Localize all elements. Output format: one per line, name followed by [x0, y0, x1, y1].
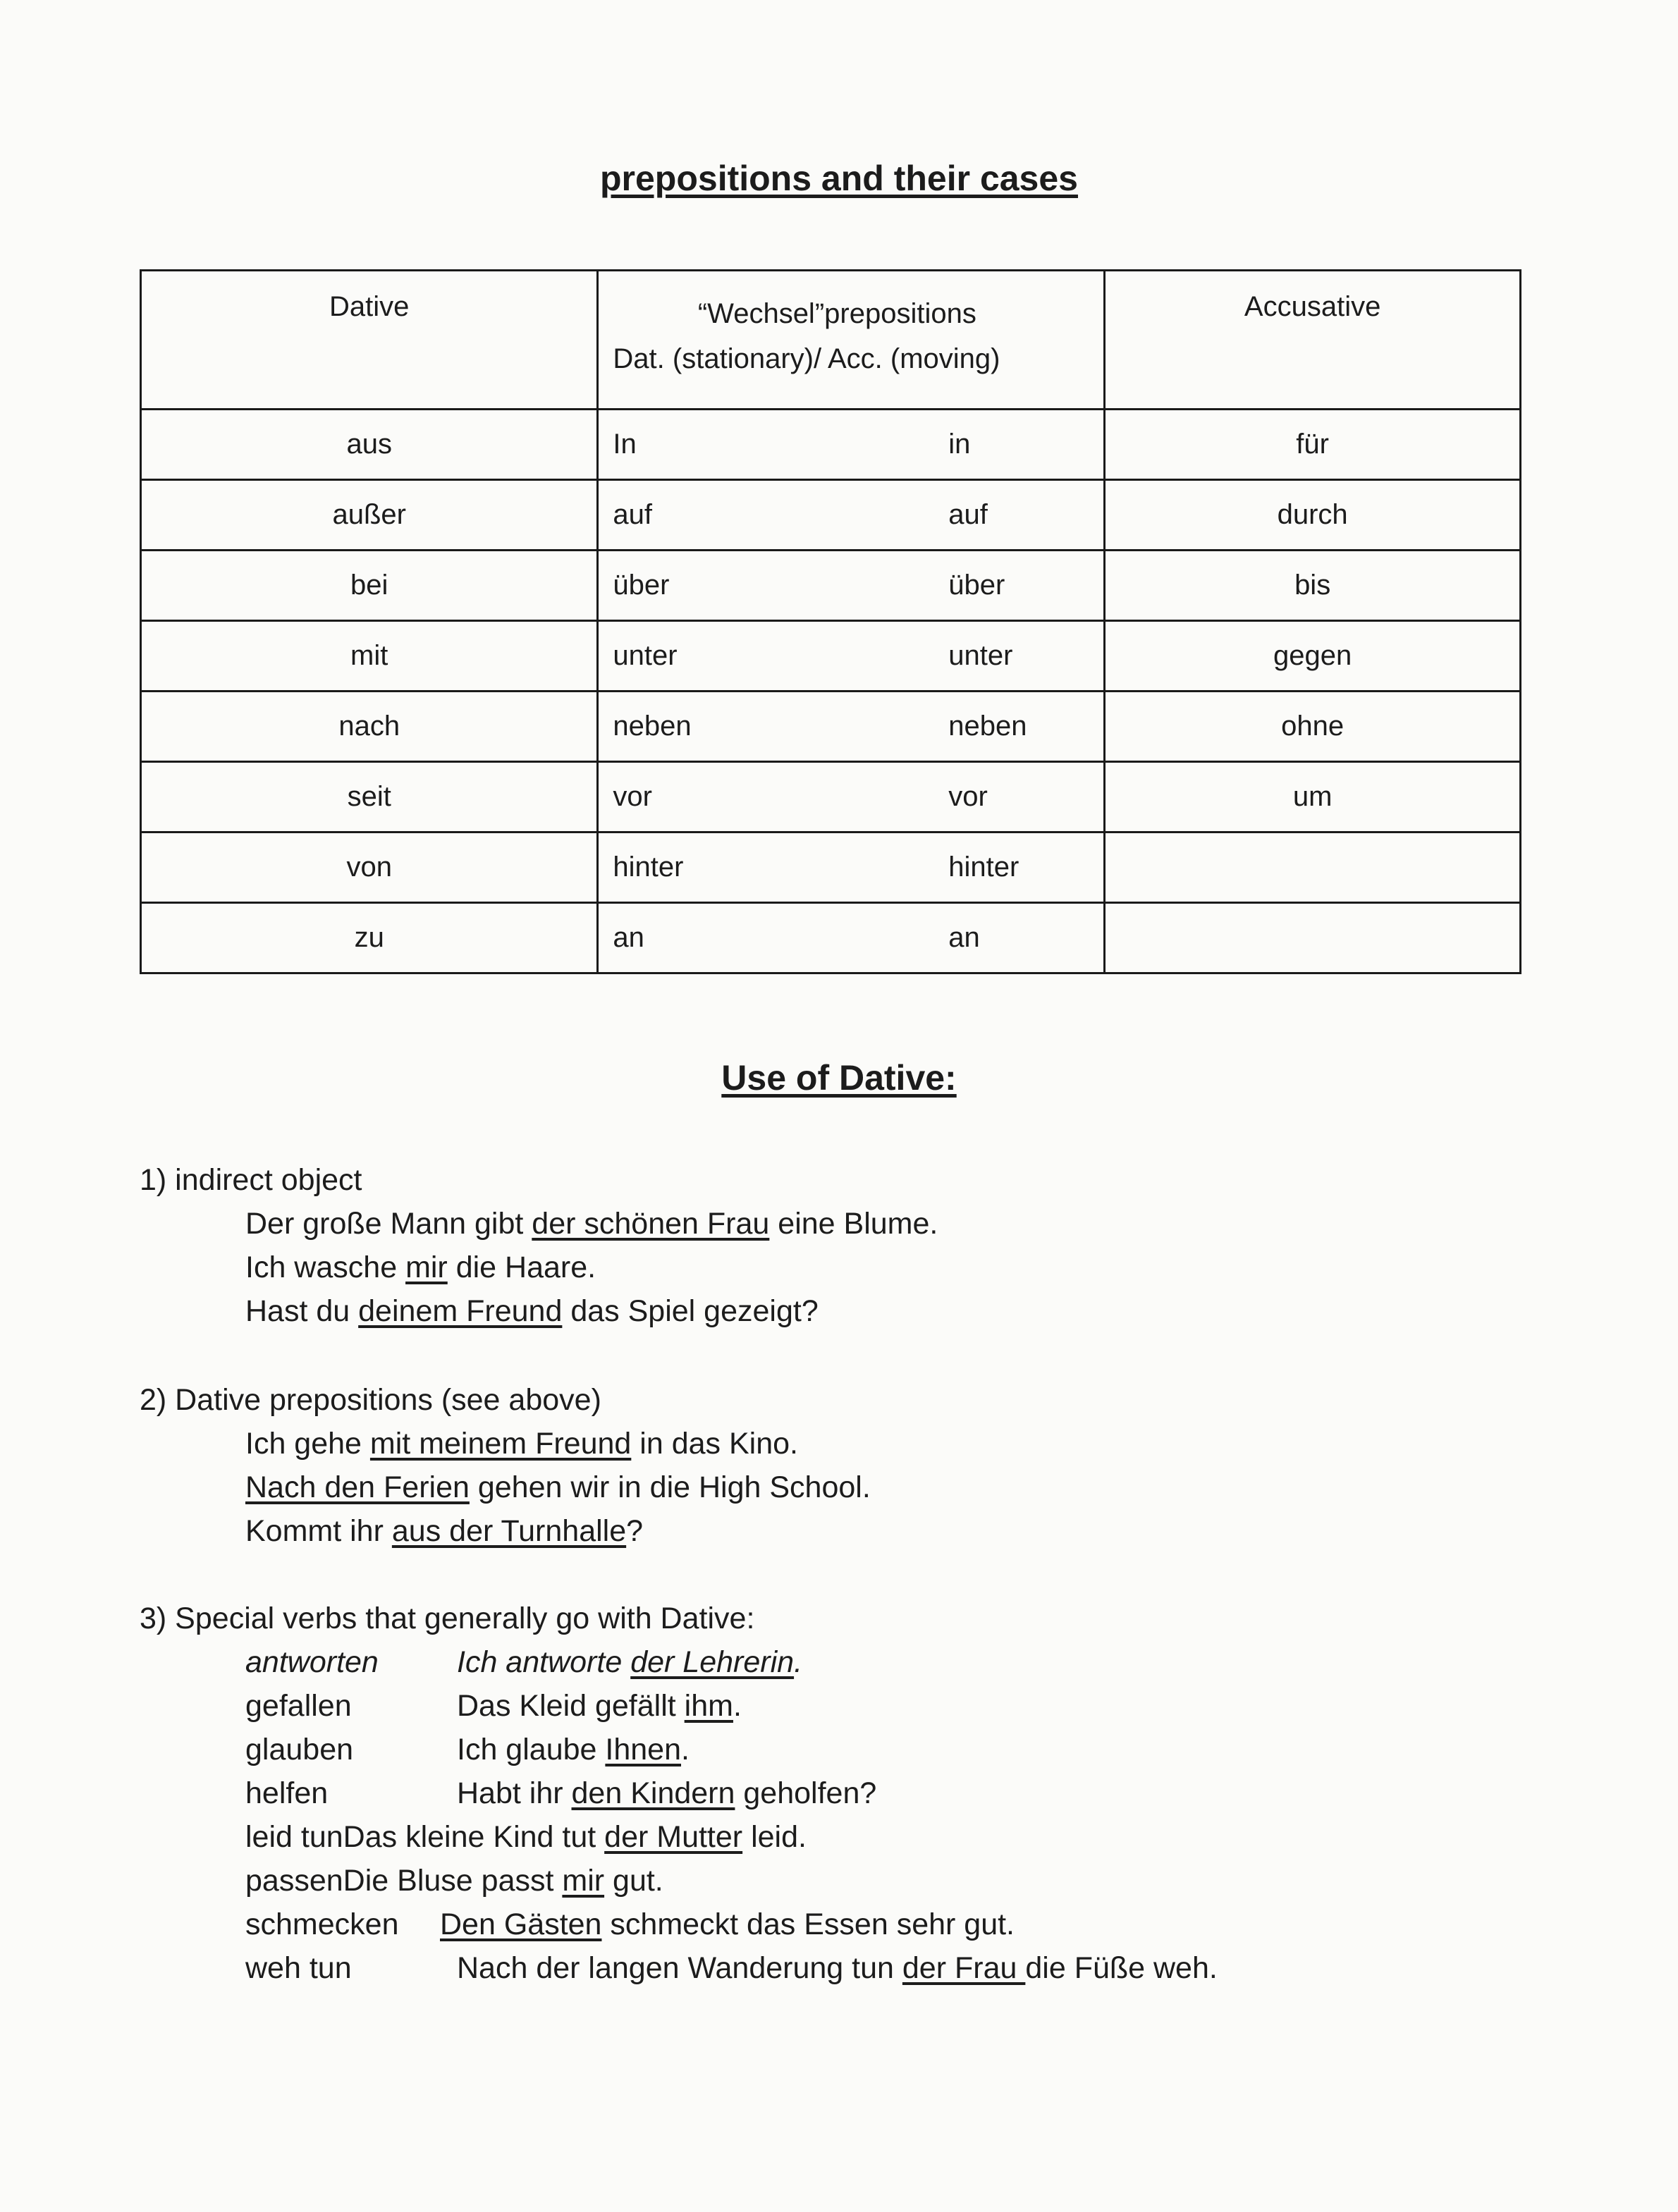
- page-title: prepositions and their cases: [600, 159, 1078, 198]
- verb-label: weh tun: [245, 1951, 352, 1985]
- verb-example: [457, 1733, 690, 1767]
- cell-accusative: um: [1105, 762, 1521, 832]
- sentence-text: das Spiel gezeigt?: [562, 1294, 819, 1328]
- table-row: [141, 410, 1521, 480]
- example-sentence: [245, 1207, 938, 1241]
- header-wechsel: [598, 271, 1105, 410]
- verb-example: [457, 1645, 802, 1680]
- sentence-text: in das Kino.: [631, 1427, 798, 1461]
- table-header-row: [141, 271, 1521, 410]
- header-wechsel-line1: “Wechsel”prepositions: [697, 298, 976, 329]
- sentence-text: gut.: [604, 1864, 663, 1898]
- prepositions-table: [140, 269, 1521, 974]
- dative-underline: der Lehrerin: [630, 1645, 795, 1679]
- cell-wechsel-dat: auf: [613, 499, 653, 530]
- verb-example: [457, 1689, 742, 1723]
- cell-dative: aus: [141, 410, 598, 480]
- header-accusative: Accusative: [1105, 271, 1521, 410]
- dative-underline: mit meinem Freund: [369, 1427, 632, 1461]
- cell-wechsel: [598, 762, 1105, 832]
- example-sentence: [245, 1427, 798, 1461]
- cell-accusative: ohne: [1105, 692, 1521, 762]
- cell-wechsel-dat: neben: [613, 711, 692, 742]
- example-sentence: [245, 1514, 643, 1549]
- cell-accusative: für: [1105, 410, 1521, 480]
- verb-label: glauben: [245, 1733, 354, 1766]
- cell-wechsel: [598, 692, 1105, 762]
- dative-underline: Ihnen: [605, 1733, 681, 1766]
- verb-example: [245, 1820, 807, 1855]
- cell-wechsel: [598, 410, 1105, 480]
- cell-wechsel: [598, 551, 1105, 621]
- dative-underline: der schönen Frau: [532, 1207, 770, 1241]
- dative-underline: Nach den Ferien: [245, 1470, 470, 1504]
- sentence-text: Ich glaube: [457, 1733, 606, 1766]
- sentence-text: Nach der langen Wanderung tun: [457, 1951, 902, 1985]
- cell-wechsel-dat: unter: [613, 640, 678, 671]
- header-dative: Dative: [141, 271, 598, 410]
- table-row: [141, 762, 1521, 832]
- cell-dative: von: [141, 832, 598, 903]
- dative-underline: mir: [562, 1864, 605, 1898]
- cell-accusative: [1105, 832, 1521, 903]
- example-sentence: [245, 1294, 819, 1329]
- verb-label: schmecken: [245, 1907, 399, 1941]
- section-1-heading: 1) indirect object: [140, 1163, 362, 1197]
- table-row: [141, 903, 1521, 973]
- sentence-text: Die Bluse passt: [343, 1864, 563, 1898]
- sentence-text: leid.: [742, 1820, 807, 1854]
- cell-dative: nach: [141, 692, 598, 762]
- table-row: [141, 480, 1521, 551]
- verb-example: [457, 1951, 1218, 1986]
- example-sentence: [245, 1470, 871, 1505]
- cell-dative: außer: [141, 480, 598, 551]
- dative-underline: mir: [405, 1251, 448, 1284]
- cell-wechsel-dat: an: [613, 922, 644, 953]
- cell-wechsel-dat: vor: [613, 781, 652, 812]
- verb-label: helfen: [245, 1776, 329, 1810]
- cell-wechsel-acc: in: [948, 429, 971, 460]
- verb-label: passen: [245, 1864, 343, 1898]
- cell-wechsel: [598, 832, 1105, 903]
- sentence-text: Kommt ihr: [245, 1514, 392, 1548]
- dative-underline: der Frau: [902, 1951, 1026, 1985]
- use-of-dative-title: Use of Dative:: [721, 1058, 957, 1098]
- cell-wechsel-acc: vor: [948, 781, 988, 812]
- cell-wechsel-acc: unter: [948, 640, 1013, 671]
- cell-wechsel-acc: hinter: [948, 852, 1019, 883]
- cell-accusative: gegen: [1105, 621, 1521, 692]
- table-row: [141, 832, 1521, 903]
- cell-dative: bei: [141, 551, 598, 621]
- sentence-text: Habt ihr: [457, 1776, 572, 1810]
- cell-dative: mit: [141, 621, 598, 692]
- dative-underline: deinem Freund: [358, 1294, 563, 1328]
- cell-wechsel-acc: neben: [948, 711, 1027, 742]
- sentence-text: Ich antworte: [457, 1645, 631, 1679]
- verb-example: [457, 1776, 876, 1811]
- header-wechsel-line2: Dat. (stationary)/ Acc. (moving): [613, 343, 1000, 374]
- section-3-heading: 3) Special verbs that generally go with Dative:: [140, 1602, 755, 1635]
- sentence-text: Hast du: [245, 1294, 359, 1328]
- cell-accusative: [1105, 903, 1521, 973]
- dative-underline: den Kindern: [571, 1776, 735, 1810]
- verb-example: [245, 1864, 663, 1898]
- verb-label: gefallen: [245, 1689, 352, 1723]
- sentence-text: ?: [626, 1514, 644, 1548]
- sentence-text: schmeckt das Essen sehr gut.: [601, 1907, 1015, 1941]
- cell-wechsel-dat: über: [613, 570, 670, 601]
- example-sentence: [245, 1251, 596, 1285]
- cell-wechsel: [598, 480, 1105, 551]
- verb-label: antworten: [245, 1645, 379, 1679]
- table-row: [141, 692, 1521, 762]
- sentence-text: .: [733, 1689, 742, 1723]
- dative-underline: Den Gästen: [440, 1907, 602, 1941]
- table-row: [141, 621, 1521, 692]
- cell-accusative: durch: [1105, 480, 1521, 551]
- cell-wechsel-acc: über: [948, 570, 1005, 601]
- sentence-text: gehen wir in die High School.: [469, 1470, 871, 1504]
- cell-wechsel-acc: auf: [948, 499, 988, 530]
- cell-wechsel: [598, 903, 1105, 973]
- cell-wechsel-acc: an: [948, 922, 980, 953]
- sentence-text: .: [681, 1733, 690, 1766]
- verb-label: leid tun: [245, 1820, 343, 1854]
- cell-wechsel-dat: hinter: [613, 852, 684, 883]
- dative-underline: aus der Turnhalle: [391, 1514, 627, 1548]
- dative-underline: ihm: [684, 1689, 733, 1723]
- cell-wechsel: [598, 621, 1105, 692]
- sentence-text: Ich wasche: [245, 1251, 406, 1284]
- verb-example: [440, 1907, 1015, 1942]
- sentence-text: .: [794, 1645, 803, 1679]
- sentence-text: Ich gehe: [245, 1427, 370, 1461]
- cell-accusative: bis: [1105, 551, 1521, 621]
- sentence-text: Das kleine Kind tut: [343, 1820, 605, 1854]
- sentence-text: die Haare.: [447, 1251, 596, 1284]
- cell-dative: zu: [141, 903, 598, 973]
- cell-wechsel-dat: In: [613, 429, 637, 460]
- section-2-heading: 2) Dative prepositions (see above): [140, 1383, 601, 1417]
- sentence-text: die Füße weh.: [1025, 1951, 1218, 1985]
- sentence-text: eine Blume.: [769, 1207, 938, 1241]
- cell-dative: seit: [141, 762, 598, 832]
- sentence-text: geholfen?: [735, 1776, 877, 1810]
- sentence-text: Der große Mann gibt: [245, 1207, 532, 1241]
- sentence-text: Das Kleid gefällt: [457, 1689, 685, 1723]
- dative-underline: der Mutter: [604, 1820, 743, 1854]
- table-row: [141, 551, 1521, 621]
